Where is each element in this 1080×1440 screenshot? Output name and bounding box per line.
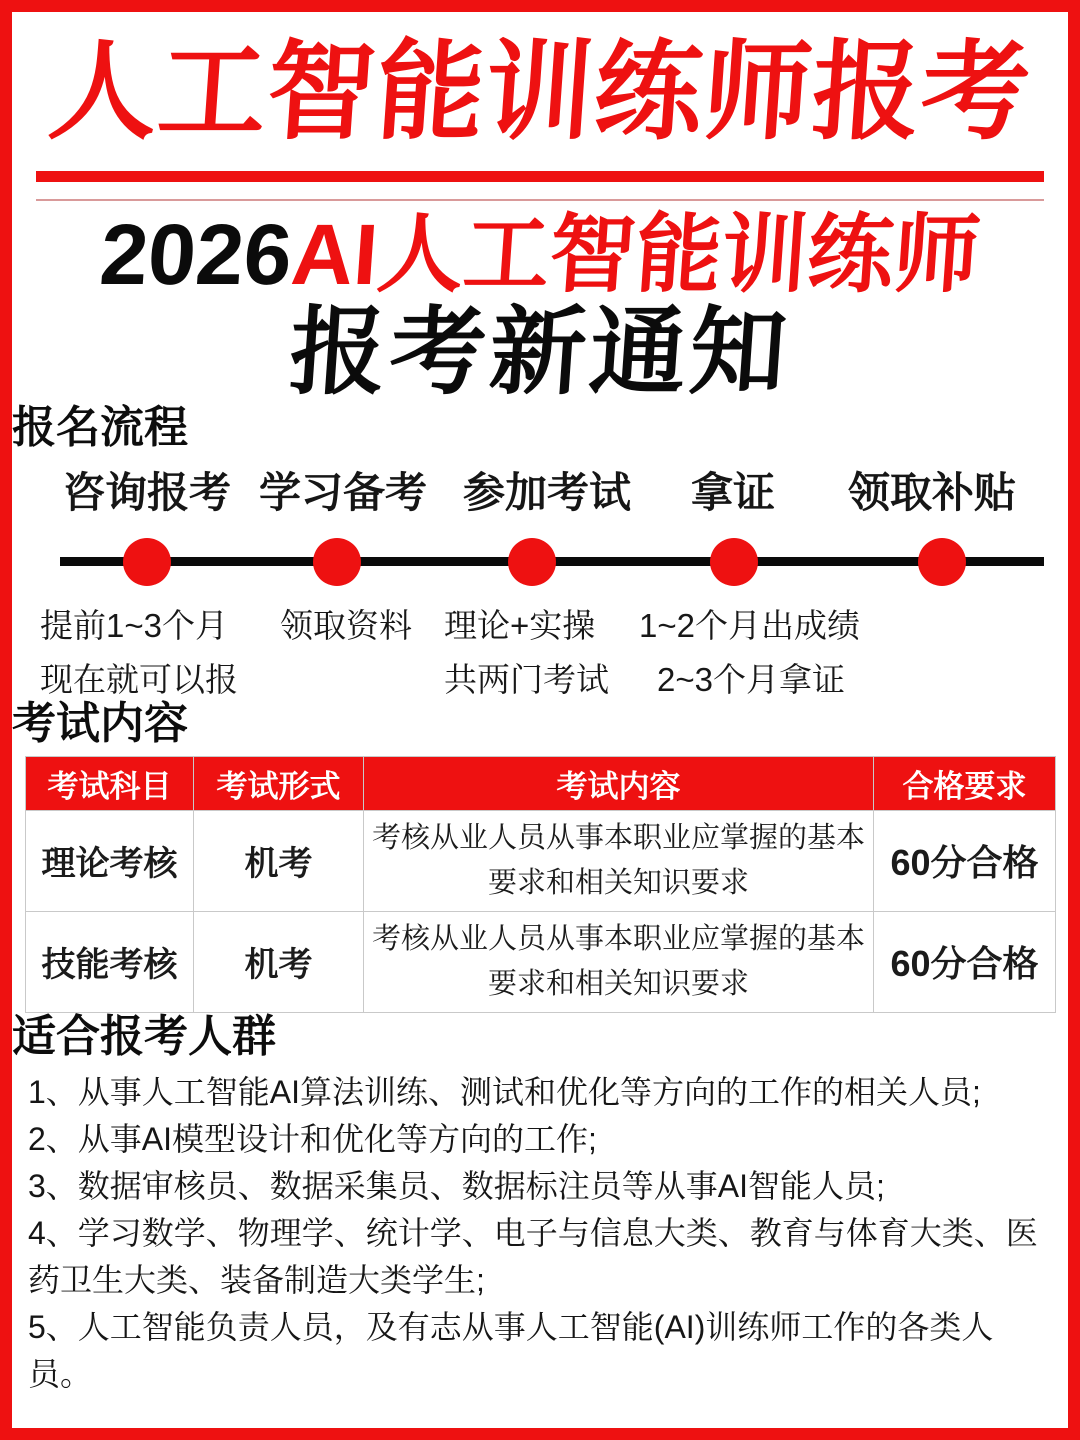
subtitle: [9, 209, 1071, 302]
step-label-certificate: 拿证: [690, 469, 776, 517]
title-underline-thick: [36, 171, 1044, 182]
table-row: [26, 810, 1056, 911]
exam-heading: 考试内容: [12, 699, 188, 749]
process-step-labels: [40, 468, 1068, 518]
cell-format: 机考: [194, 911, 364, 1012]
step-label-subsidy: 领取补贴: [847, 469, 1017, 517]
process-section: [12, 404, 1068, 700]
timeline-dot: [313, 538, 361, 586]
note-exam-2: 共两门考试: [444, 661, 609, 699]
audience-item: 2、从事AI模型设计和优化等方向的工作;: [28, 1120, 597, 1157]
table-row: [26, 911, 1056, 1012]
audience-item: 3、数据审核员、数据采集员、数据标注员等从事AI智能人员;: [28, 1167, 885, 1204]
process-notes-row-1: [40, 606, 1068, 646]
note-certificate-2: 2~3个月拿证: [657, 661, 845, 699]
note-consult-2: 现在就可以报: [40, 661, 238, 699]
audience-item: 5、人工智能负责人员，及有志从事人工智能(AI)训练师工作的各类人员。: [28, 1308, 994, 1392]
audience-section: [12, 1013, 1068, 1398]
cell-pass: 60分合格: [874, 810, 1056, 911]
title-underline-thin: [36, 199, 1044, 201]
cell-format: 机考: [194, 810, 364, 911]
note-certificate-1: 1~2个月出成绩: [639, 607, 860, 645]
audience-item: 4、学习数学、物理学、统计学、电子与信息大类、教育与体育大类、医药卫生大类、装备制造大类学生;: [28, 1214, 1038, 1298]
cell-subject: 技能考核: [26, 911, 194, 1012]
timeline-dot: [710, 538, 758, 586]
col-header-format: 考试形式: [194, 756, 364, 810]
audience-list: [28, 1069, 1044, 1398]
timeline-dot: [508, 538, 556, 586]
main-title: 人工智能训练师报考: [45, 31, 1035, 152]
exam-section: [12, 700, 1068, 1013]
cell-content: 考核从业人员从事本职业应掌握的基本要求和相关知识要求: [364, 810, 874, 911]
col-header-pass: 合格要求: [874, 756, 1056, 810]
col-header-content: 考试内容: [364, 756, 874, 810]
note-consult-1: 提前1~3个月: [40, 607, 228, 645]
audience-heading: 适合报考人群: [12, 1011, 276, 1061]
timeline-dot: [123, 538, 171, 586]
cell-subject: 理论考核: [26, 810, 194, 911]
timeline-dot: [918, 538, 966, 586]
step-label-study: 学习备考: [258, 469, 428, 517]
subtitle-highlight: AI人工智能训练师: [288, 207, 984, 304]
note-study-1: 领取资料: [280, 607, 412, 645]
note-exam-1: 理论+实操: [444, 607, 596, 645]
step-label-exam: 参加考试: [462, 469, 632, 517]
col-header-subject: 考试科目: [26, 756, 194, 810]
cell-pass: 60分合格: [874, 911, 1056, 1012]
cell-content: 考核从业人员从事本职业应掌握的基本要求和相关知识要求: [364, 911, 874, 1012]
process-notes-row-2: [40, 660, 1068, 700]
exam-table: [25, 756, 1056, 1013]
subtitle-year: 2026: [97, 207, 296, 304]
table-header-row: [26, 756, 1056, 810]
process-heading: 报名流程: [12, 403, 188, 453]
step-label-consult: 咨询报考: [62, 469, 232, 517]
audience-item: 1、从事人工智能AI算法训练、测试和优化等方向的工作的相关人员;: [28, 1073, 981, 1110]
process-timeline: [40, 538, 1068, 586]
notice-title: 报考新通知: [286, 299, 794, 407]
